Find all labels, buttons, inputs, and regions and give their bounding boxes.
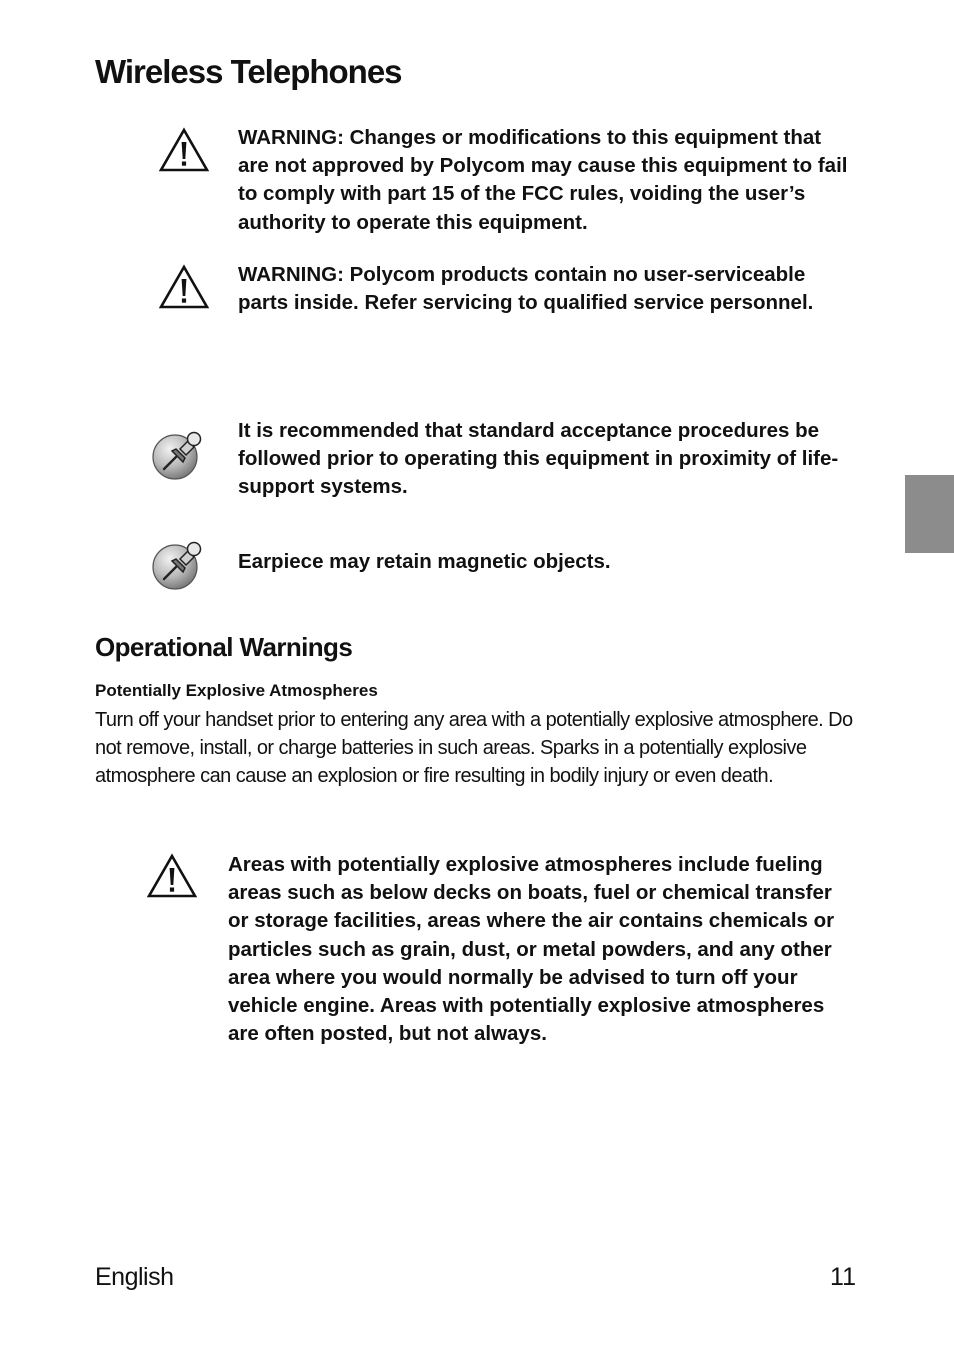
warning-note-text: Areas with potentially explosive atmospheres include fueling areas such as below decks on boats, fuel or chemical transfer or storage facilities, areas where the air contains chemicals or particles such as grain, dust, or metal powders, and any other area where you would normally be advised to turn off your vehicle engine. Areas with potentially explosive atmospheres are often posted, but not always. [228,853,835,1046]
footer-language: English [95,1263,174,1291]
note-text: It is recommended that standard acceptance procedures be followed prior to operating this equipment in proximity of life-support systems. [238,419,839,499]
warning-triangle-icon [146,853,198,899]
warning-triangle-icon [158,264,210,310]
page-title: Wireless Telephones [95,53,402,90]
note-text: Earpiece may retain magnetic objects. [238,550,611,573]
body-paragraph: Turn off your handset prior to entering any area with a potentially explosive atmosphere. Do not remove, install, or charge batteries in such areas. Sparks in a potentially explosive atmosphere can cause an explosion or fire resulting in bodily injury or even death. [95,709,853,788]
subsection-heading: Potentially Explosive Atmospheres [95,681,378,700]
pushpin-note-icon [150,538,206,592]
warning-note-text: WARNING: Polycom products contain no user-serviceable parts inside. Refer servicing to qualified service personnel. [238,263,814,315]
warning-note-text: WARNING: Changes or modifications to this equipment that are not approved by Polycom may cause this equipment to fail to comply with part 15 of the FCC rules, voiding the user’s authority to operate this equipment. [238,126,848,234]
chapter-tab-marker [905,475,954,553]
warning-triangle-icon [158,127,210,173]
pushpin-note-icon [150,428,206,482]
section-heading: Operational Warnings [95,632,353,662]
page-number: 11 [830,1263,856,1291]
